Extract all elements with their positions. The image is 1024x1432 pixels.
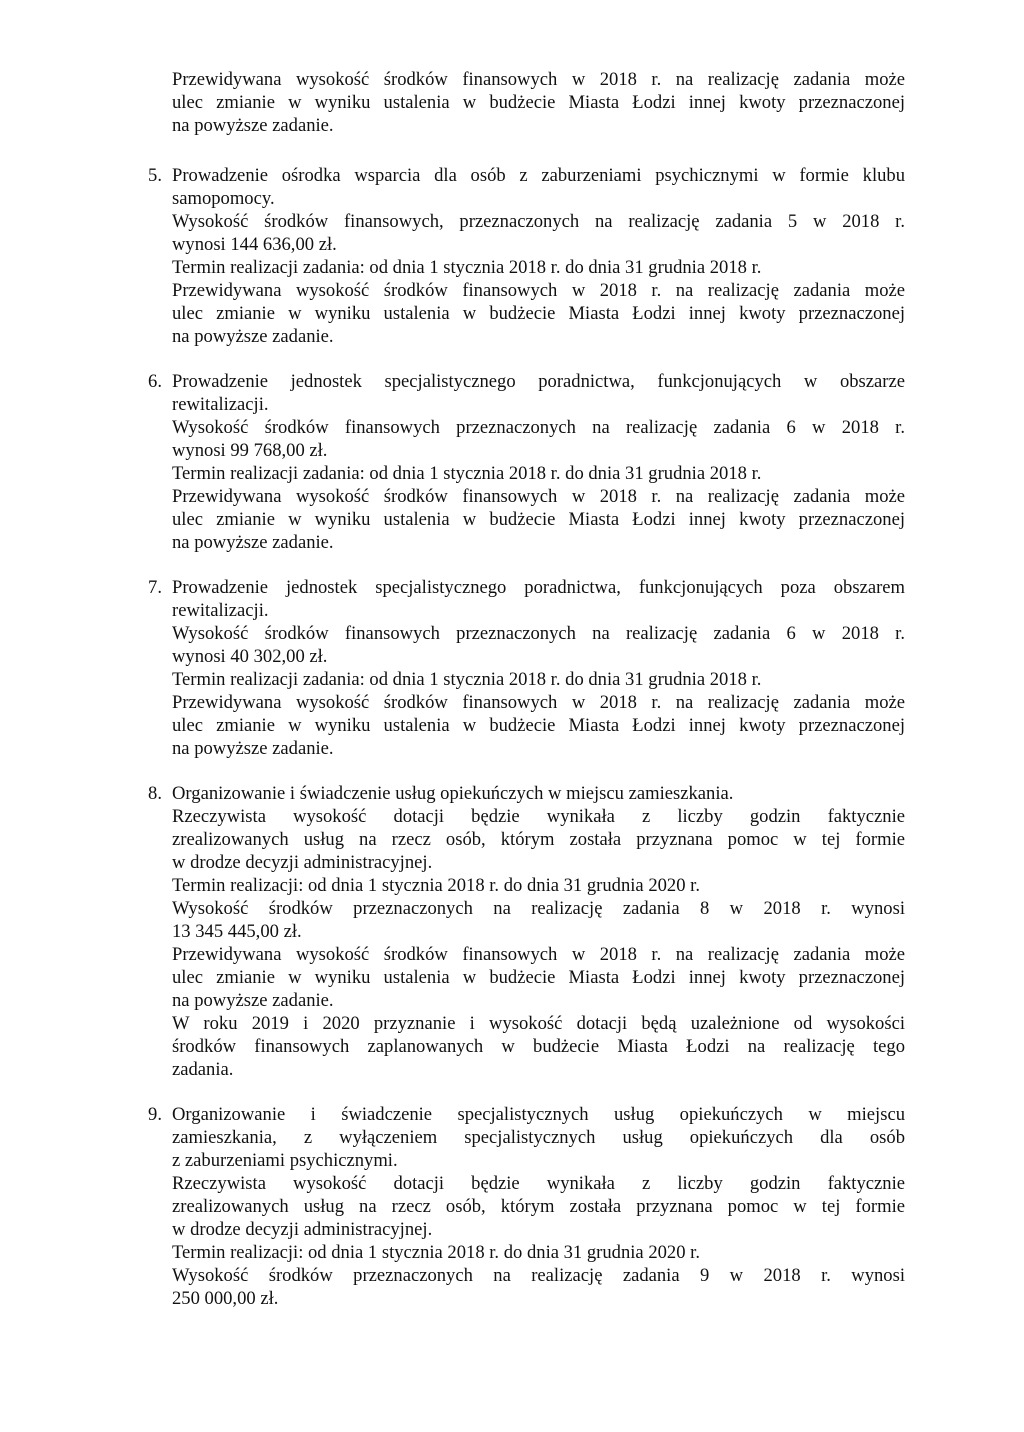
text-line: Wysokość środków przeznaczonych na realizację zadania 8 w 2018 r. wynosi — [172, 898, 905, 919]
text-line: w drodze decyzji administracyjnej. — [172, 852, 433, 873]
text-line: Przewidywana wysokość środków finansowych w 2018 r. na realizację zadania może — [172, 692, 905, 713]
text-line: na powyższe zadanie. — [172, 532, 334, 553]
text-line: ulec zmianie w wyniku ustalenia w budżecie Miasta Łodzi innej kwoty przeznaczonej — [172, 509, 905, 530]
section-paragraph — [172, 1264, 905, 1310]
text-line: zrealizowanych usług na rzecz osób, którym została przyznana pomoc w tej formie — [172, 1196, 905, 1217]
text-line: W roku 2019 i 2020 przyznanie i wysokość dotacji będą uzależnione od wysokości — [172, 1013, 905, 1034]
text-line: Prowadzenie jednostek specjalistycznego poradnictwa, funkcjonujących poza obszarem — [172, 577, 905, 598]
text-line: na powyższe zadanie. — [172, 326, 334, 347]
section-paragraph — [172, 1172, 905, 1241]
leadin-paragraph — [172, 68, 905, 137]
text-line: Rzeczywista wysokość dotacji będzie wynikała z liczby godzin faktycznie — [172, 1173, 905, 1194]
text-line: Wysokość środków finansowych przeznaczonych na realizację zadania 6 w 2018 r. — [172, 417, 905, 438]
section-paragraph — [172, 462, 905, 485]
text-line: Termin realizacji zadania: od dnia 1 stycznia 2018 r. do dnia 31 grudnia 2018 r. — [172, 257, 762, 278]
text-line: z zaburzeniami psychicznymi. — [172, 1150, 398, 1171]
section-paragraph — [172, 805, 905, 874]
text-line: na powyższe zadanie. — [172, 738, 334, 759]
section-paragraph — [172, 691, 905, 760]
text-line: na powyższe zadanie. — [172, 115, 334, 136]
text-line: środków finansowych zaplanowanych w budżecie Miasta Łodzi na realizację tego — [172, 1036, 905, 1057]
text-line: Prowadzenie ośrodka wsparcia dla osób z zaburzeniami psychicznymi w formie klubu — [172, 165, 905, 186]
section-paragraph — [172, 416, 905, 462]
section-paragraph — [172, 897, 905, 943]
text-line: zrealizowanych usług na rzecz osób, którym została przyznana pomoc w tej formie — [172, 829, 905, 850]
section-paragraph — [172, 256, 905, 279]
text-line: wynosi 40 302,00 zł. — [172, 646, 328, 667]
text-line: 250 000,00 zł. — [172, 1288, 279, 1309]
section-paragraph — [172, 622, 905, 668]
section-number: 8. — [148, 783, 162, 804]
task-section — [148, 164, 905, 348]
text-line: samopomocy. — [172, 188, 275, 209]
text-line: ulec zmianie w wyniku ustalenia w budżecie Miasta Łodzi innej kwoty przeznaczonej — [172, 967, 905, 988]
section-number: 9. — [148, 1104, 162, 1125]
text-line: ulec zmianie w wyniku ustalenia w budżecie Miasta Łodzi innej kwoty przeznaczonej — [172, 303, 905, 324]
section-paragraph — [172, 1241, 905, 1264]
text-line: Przewidywana wysokość środków finansowych w 2018 r. na realizację zadania może — [172, 944, 905, 965]
text-line: Termin realizacji zadania: od dnia 1 stycznia 2018 r. do dnia 31 grudnia 2018 r. — [172, 669, 762, 690]
section-paragraph — [172, 1012, 905, 1081]
section-paragraph — [172, 874, 905, 897]
text-line: rewitalizacji. — [172, 600, 269, 621]
text-line: Termin realizacji zadania: od dnia 1 stycznia 2018 r. do dnia 31 grudnia 2018 r. — [172, 463, 762, 484]
task-section — [148, 370, 905, 554]
text-line: rewitalizacji. — [172, 394, 269, 415]
section-paragraph — [172, 370, 905, 416]
section-number: 5. — [148, 165, 162, 186]
section-paragraph — [172, 279, 905, 348]
text-line: wynosi 99 768,00 zł. — [172, 440, 328, 461]
section-paragraph — [172, 164, 905, 210]
section-paragraph — [172, 668, 905, 691]
text-line: Wysokość środków przeznaczonych na realizację zadania 9 w 2018 r. wynosi — [172, 1265, 905, 1286]
text-line: Organizowanie i świadczenie usług opiekuńczych w miejscu zamieszkania. — [172, 783, 734, 804]
text-line: Termin realizacji: od dnia 1 stycznia 2018 r. do dnia 31 grudnia 2020 r. — [172, 875, 700, 896]
text-line: wynosi 144 636,00 zł. — [172, 234, 337, 255]
text-line: ulec zmianie w wyniku ustalenia w budżecie Miasta Łodzi innej kwoty przeznaczonej — [172, 715, 905, 736]
task-section — [148, 1103, 905, 1310]
text-line: Przewidywana wysokość środków finansowych w 2018 r. na realizację zadania może — [172, 69, 905, 90]
section-paragraph — [172, 576, 905, 622]
text-line: zamieszkania, z wyłączeniem specjalistycznych usług opiekuńczych dla osób — [172, 1127, 905, 1148]
section-paragraph — [172, 485, 905, 554]
section-paragraph — [172, 1103, 905, 1172]
task-list — [148, 164, 905, 1332]
section-paragraph — [172, 943, 905, 1012]
text-line: na powyższe zadanie. — [172, 990, 334, 1011]
text-line: zadania. — [172, 1059, 234, 1080]
section-number: 7. — [148, 577, 162, 598]
text-line: Organizowanie i świadczenie specjalistycznych usług opiekuńczych w miejscu — [172, 1104, 905, 1125]
text-line: ulec zmianie w wyniku ustalenia w budżecie Miasta Łodzi innej kwoty przeznaczonej — [172, 92, 905, 113]
text-line: Przewidywana wysokość środków finansowych w 2018 r. na realizację zadania może — [172, 280, 905, 301]
section-number: 6. — [148, 371, 162, 392]
task-section — [148, 782, 905, 1081]
text-line: Wysokość środków finansowych, przeznaczonych na realizację zadania 5 w 2018 r. — [172, 211, 905, 232]
text-line: Przewidywana wysokość środków finansowych w 2018 r. na realizację zadania może — [172, 486, 905, 507]
section-paragraph — [172, 782, 905, 805]
section-paragraph — [172, 210, 905, 256]
text-line: Prowadzenie jednostek specjalistycznego poradnictwa, funkcjonujących w obszarze — [172, 371, 905, 392]
text-line: w drodze decyzji administracyjnej. — [172, 1219, 433, 1240]
task-section — [148, 576, 905, 760]
text-line: 13 345 445,00 zł. — [172, 921, 302, 942]
text-line: Termin realizacji: od dnia 1 stycznia 2018 r. do dnia 31 grudnia 2020 r. — [172, 1242, 700, 1263]
text-line: Rzeczywista wysokość dotacji będzie wynikała z liczby godzin faktycznie — [172, 806, 905, 827]
text-line: Wysokość środków finansowych przeznaczonych na realizację zadania 6 w 2018 r. — [172, 623, 905, 644]
